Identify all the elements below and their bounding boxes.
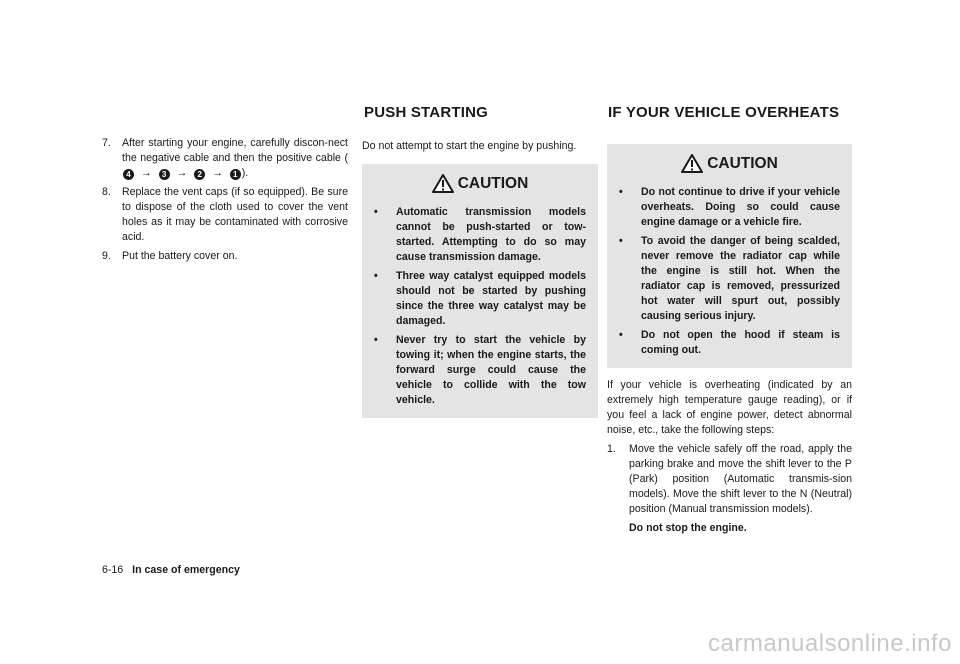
page-number: 6-16	[102, 564, 124, 576]
arrow-icon: →	[176, 167, 188, 179]
column-battery-steps	[102, 136, 348, 268]
list-item: 8. Replace the vent caps (if so equipped). Be sure to dispose of the cloth used to cover the vent holes as it may be contaminated with corrosive acid.	[102, 186, 348, 243]
heading-push-starting: PUSH STARTING	[364, 104, 488, 121]
step-warning: Do not stop the engine.	[629, 522, 747, 534]
list-item: • Automatic transmission models cannot be push-started or tow-started. Attempting to do so may cause transmission damage.	[374, 206, 586, 263]
column-vehicle-overheats	[607, 144, 852, 540]
arrow-icon: →	[141, 167, 152, 179]
caution-box	[362, 164, 598, 418]
list-item: • Do not open the hood if steam is coming out.	[619, 329, 840, 356]
circled-number-2: 2	[194, 169, 205, 180]
page-footer	[102, 564, 240, 576]
circled-number-4: 4	[123, 169, 134, 180]
push-starting-intro: Do not attempt to start the engine by pushing.	[362, 140, 577, 152]
caution-list	[619, 185, 840, 358]
chapter-title: In case of emergency	[132, 564, 240, 576]
list-item: • Do not continue to drive if your vehicle overheats. Doing so could cause engine damage or a vehicle fire.	[619, 186, 840, 228]
caution-box	[607, 144, 852, 368]
list-item: • To avoid the danger of being scalded, never remove the radiator cap while the engine is still hot. When the radiator cap is removed, pressurized hot water will spurt out, possibly causing serious injury.	[619, 235, 840, 322]
warning-icon	[681, 154, 703, 173]
watermark: carmanualsonline.info	[708, 630, 952, 657]
list-item: 7. After starting your engine, carefully discon-nect the negative cable and then the positive cable (4 → 3 → 2 → 1 ).	[102, 137, 348, 179]
list-item: 9. Put the battery cover on.	[102, 250, 238, 262]
caution-heading: CAUTION	[619, 154, 840, 173]
overheat-intro: If your vehicle is overheating (indicated by an extremely high temperature gauge reading), or if you feel a lack of engine power, detect abnormal noise, etc., take the following steps:	[607, 379, 852, 436]
list-item: • Three way catalyst equipped models should not be started by pushing since the three way catalyst may be damaged.	[374, 270, 586, 327]
circled-number-3: 3	[159, 169, 170, 180]
list-item: • Never try to start the vehicle by towing it; when the engine starts, the forward surge could cause the vehicle to collide with the tow vehicle.	[374, 334, 586, 406]
circled-number-1: 1	[230, 169, 241, 180]
caution-list	[374, 205, 586, 408]
caution-heading: CAUTION	[374, 174, 586, 193]
column-push-starting	[362, 139, 598, 418]
list-item: 1. Move the vehicle safely off the road, apply the parking brake and move the shift lever to the P (Park) position (Automatic transmis-sion models). Move the shift lever to the N (Neutral) position (Manual transmission models). Do not stop the engine.	[607, 443, 852, 534]
warning-icon	[432, 174, 454, 193]
heading-vehicle-overheats: IF YOUR VEHICLE OVERHEATS	[608, 104, 840, 121]
arrow-icon: →	[212, 167, 223, 179]
